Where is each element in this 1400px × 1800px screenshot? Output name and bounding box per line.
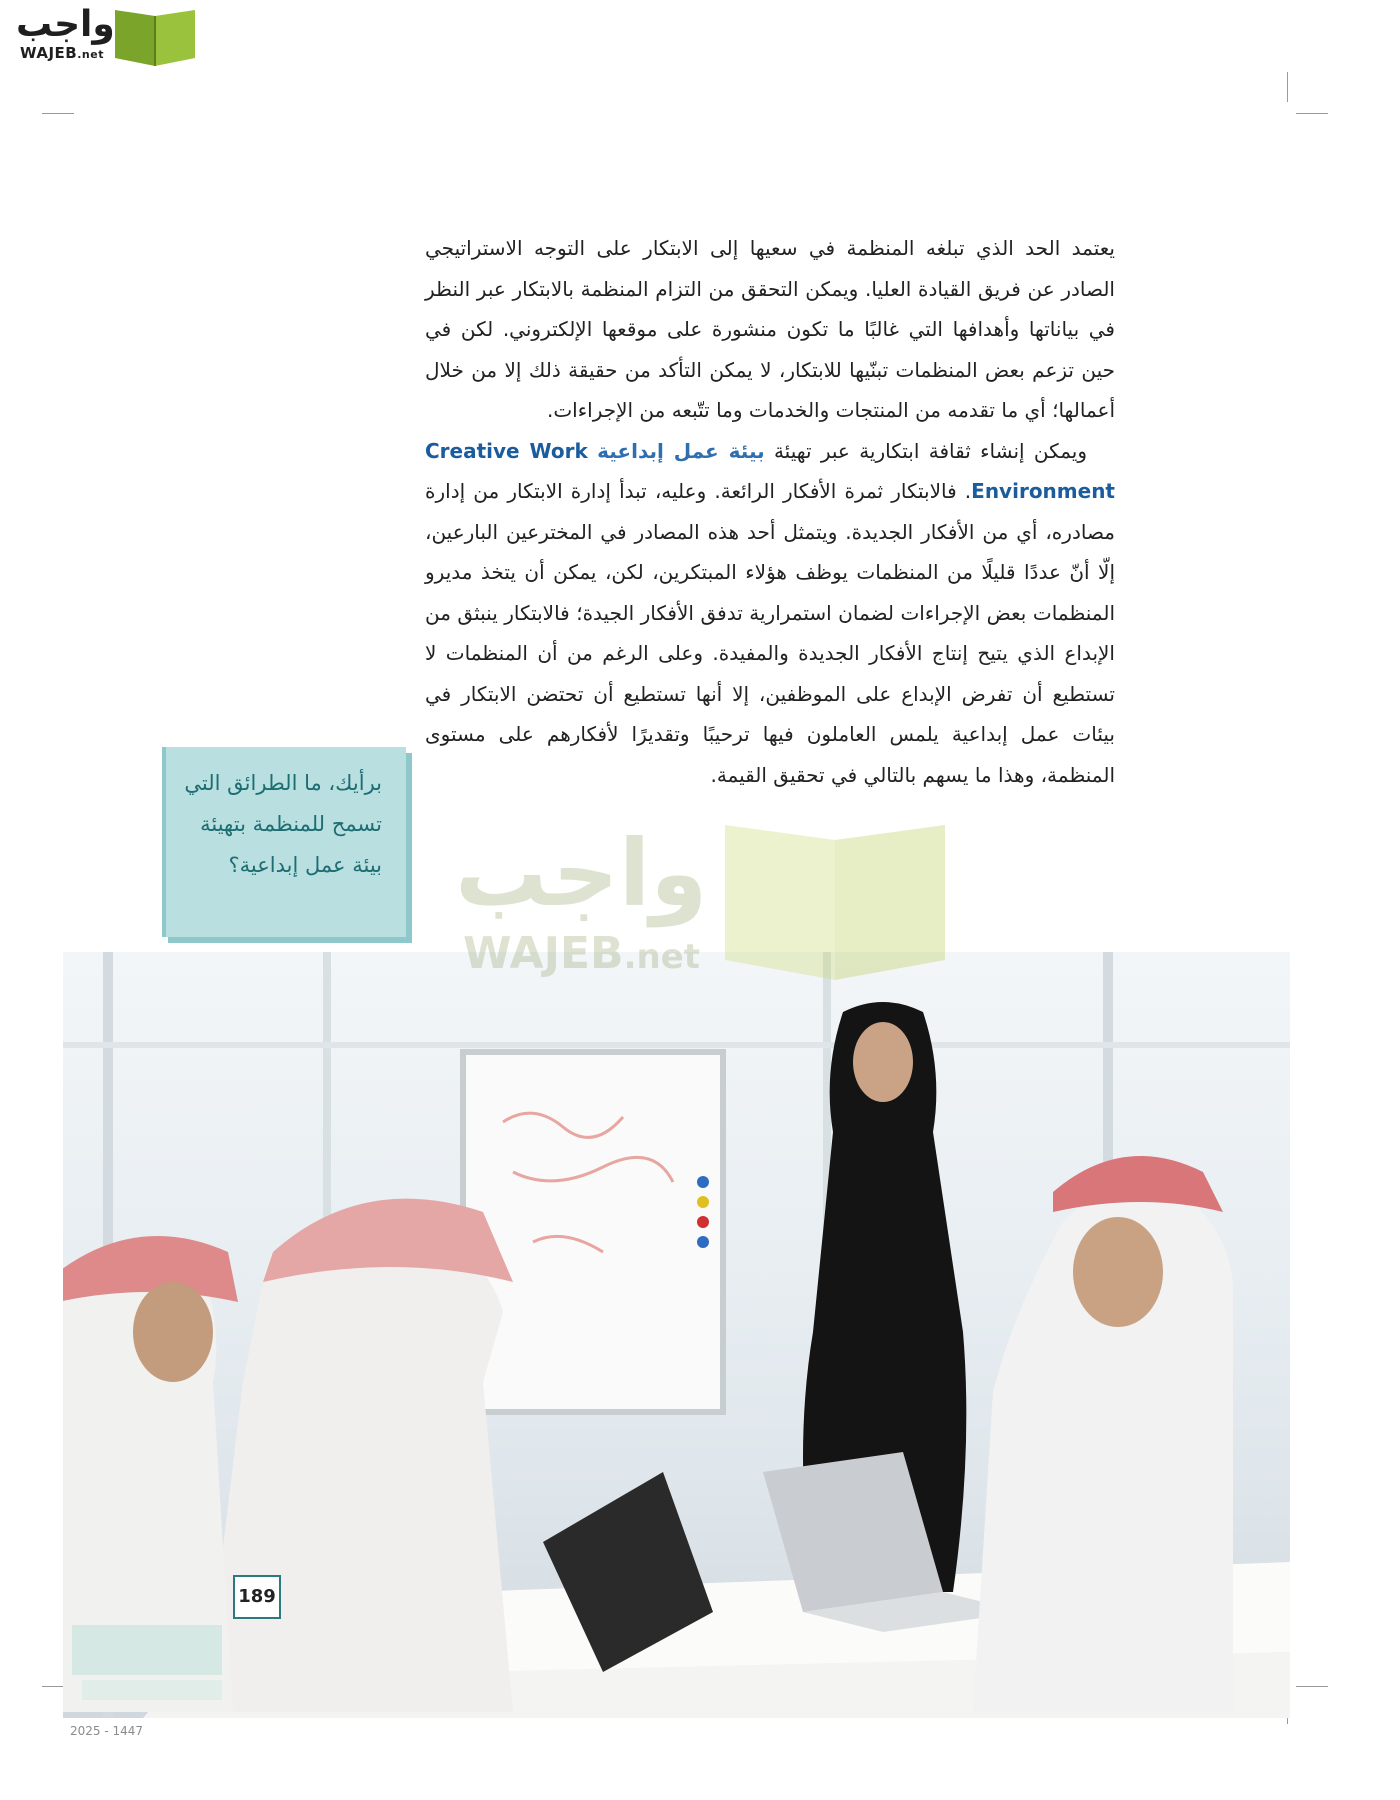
paragraph-1: يعتمد الحد الذي تبلغه المنظمة في سعيها إلى الابتكار على التوجه الاستراتيجي الصادر عن فريق القيادة العليا. ويمكن التحقق من التزام المنظمة بالابتكار عبر النظر في بياناتها وأهدافها التي غالبًا ما تكون منشورة على موقعها الإلكتروني. لكن في حين تزعم بعض المنظمات تبنّيها للابتكار، لا يمكن التأكد من حقيقة ذلك إلا من خلال أعمالها؛ أي ما تقدمه من المنتجات والخدمات وما تتّبعه من الإجراءات. bbox=[425, 236, 1115, 422]
crop-mark bbox=[42, 113, 74, 114]
page-number: 189 bbox=[233, 1575, 281, 1619]
discussion-question-box bbox=[162, 747, 406, 937]
logo-arabic: واجب bbox=[16, 4, 115, 45]
term-arabic: بيئة عمل إبداعية bbox=[597, 438, 765, 463]
body-text bbox=[425, 228, 1115, 795]
wajeb-watermark: واجب WAJEB.net bbox=[455, 820, 955, 990]
crop-mark bbox=[1296, 113, 1328, 114]
ministry-logo bbox=[72, 1605, 232, 1715]
term-english: Creative Work Environment bbox=[425, 438, 1115, 503]
crop-mark bbox=[1296, 1686, 1328, 1687]
footer-year: 2025 - 1447 bbox=[70, 1724, 144, 1738]
crop-mark bbox=[1287, 72, 1288, 102]
wajeb-logo[interactable] bbox=[10, 4, 190, 68]
discussion-question: برأيك، ما الطرائق التي تسمح للمنظمة بتهيئة بيئة عمل إبداعية؟ bbox=[184, 771, 382, 877]
logo-latin: WAJEB.net bbox=[20, 44, 104, 62]
watermark-book-icon bbox=[720, 820, 950, 980]
book-icon bbox=[110, 6, 200, 68]
paragraph-2: ويمكن إنشاء ثقافة ابتكارية عبر تهيئة بيئة عمل إبداعية Creative Work Environment. فالابتكار ثمرة الأفكار الرائعة. وعليه، تبدأ إدارة الابتكار من إدارة مصادره، أي من الأفكار الجديدة. ويتمثل أحد هذه المصادر في المخترعين البارعين، إلّا أنّ عددًا قليلًا من المنظمات يوظف هؤلاء المبتكرين، لكن، يمكن أن يتخذ مديرو المنظمات بعض الإجراءات لضمان استمرارية تدفق الأفكار الجيدة؛ فالابتكار ينبثق من الإبداع الذي يتيح إنتاج الأفكار الجديدة والمفيدة. وعلى الرغم من أن المنظمات لا تستطيع أن تفرض الإبداع على الموظفين، إلا أنها تستطيع أن تحتضن الابتكار في بيئات عمل إبداعية يلمس العاملون فيها ترحيبًا وتقديرًا لأفكارهم على مستوى المنظمة، وهذا ما يسهم بالتالي في تحقيق القيمة. bbox=[425, 438, 1115, 787]
